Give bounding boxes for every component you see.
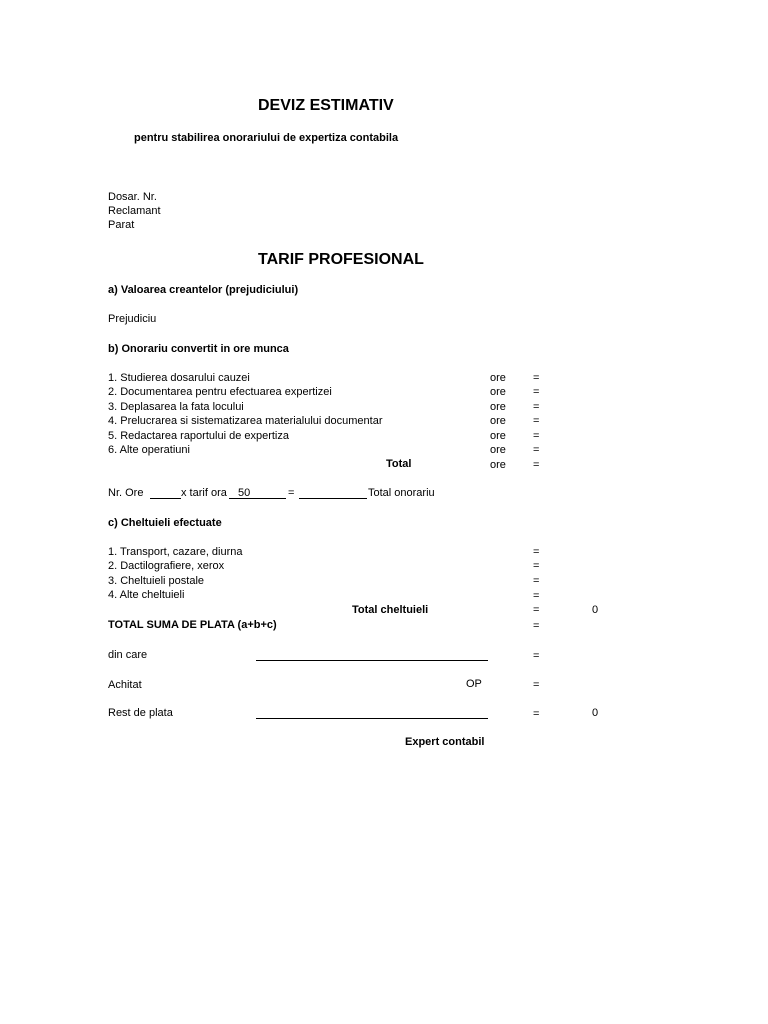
remaining-blank xyxy=(256,718,488,719)
hours-item-equals: = xyxy=(533,430,540,442)
hours-item-unit: ore xyxy=(490,372,506,384)
of-which-equals: = xyxy=(533,650,540,662)
hours-item-equals: = xyxy=(533,401,540,413)
defendant-label: Parat xyxy=(108,219,135,231)
claimant-label: Reclamant xyxy=(108,205,161,217)
hours-item-equals: = xyxy=(533,386,540,398)
remaining-label: Rest de plata xyxy=(108,707,173,719)
expenses-total-label: Total cheltuieli xyxy=(352,604,429,616)
hours-item-unit: ore xyxy=(490,415,506,427)
section-title: TARIF PROFESIONAL xyxy=(258,251,424,268)
expense-item-label: 3. Cheltuieli postale xyxy=(108,575,205,587)
hours-item-label: 3. Deplasarea la fata locului xyxy=(108,401,244,413)
expenses-total-equals: = xyxy=(533,604,540,616)
hours-item-label: 2. Documentarea pentru efectuarea expertizei xyxy=(108,386,332,398)
grand-total-equals: = xyxy=(533,620,540,632)
expenses-total-value: 0 xyxy=(592,604,599,616)
hours-item-unit: ore xyxy=(490,444,506,456)
remaining-equals: = xyxy=(533,708,540,720)
hours-total-label: Total xyxy=(386,458,412,470)
hours-item-label: 5. Redactarea raportului de expertiza xyxy=(108,430,289,442)
signature-label: Expert contabil xyxy=(405,736,485,748)
hours-item-unit: ore xyxy=(490,386,506,398)
expense-item-equals: = xyxy=(533,560,540,572)
expense-item-equals: = xyxy=(533,546,540,558)
of-which-label: din care xyxy=(108,649,148,661)
document-subtitle: pentru stabilirea onorariului de expertiza contabila xyxy=(134,132,399,144)
section-a-heading: a) Valoarea creantelor (prejudiciului) xyxy=(108,284,299,296)
expense-item-label: 2. Dactilografiere, xerox xyxy=(108,560,225,572)
hours-total-equals: = xyxy=(533,459,540,471)
formula-equals: = xyxy=(288,487,295,499)
grand-total-label: TOTAL SUMA DE PLATA (a+b+c) xyxy=(108,619,277,631)
expense-item-equals: = xyxy=(533,575,540,587)
formula-rate-value: 50 xyxy=(238,487,251,499)
hours-item-label: 6. Alte operatiuni xyxy=(108,444,190,456)
paid-label: Achitat xyxy=(108,679,142,691)
formula-hours-blank xyxy=(150,498,181,499)
section-b-heading: b) Onorariu convertit in ore munca xyxy=(108,343,289,355)
hours-item-unit: ore xyxy=(490,430,506,442)
hours-item-equals: = xyxy=(533,372,540,384)
expense-item-label: 1. Transport, cazare, diurna xyxy=(108,546,243,558)
document-title: DEVIZ ESTIMATIV xyxy=(258,97,394,114)
hours-item-unit: ore xyxy=(490,401,506,413)
case-number-label: Dosar. Nr. xyxy=(108,191,157,203)
hours-total-unit: ore xyxy=(490,459,506,471)
paid-equals: = xyxy=(533,679,540,691)
formula-total-label: Total onorariu xyxy=(368,487,435,499)
expense-item-label: 4. Alte cheltuieli xyxy=(108,589,185,601)
hours-item-label: 1. Studierea dosarului cauzei xyxy=(108,372,250,384)
remaining-value: 0 xyxy=(592,707,599,719)
hours-item-equals: = xyxy=(533,444,540,456)
formula-total-blank xyxy=(299,498,367,499)
formula-rate-label: x tarif ora xyxy=(181,487,227,499)
hours-item-equals: = xyxy=(533,415,540,427)
payment-order-label: OP xyxy=(466,678,482,690)
of-which-blank xyxy=(256,660,488,661)
prejudice-label: Prejudiciu xyxy=(108,313,157,325)
hours-item-label: 4. Prelucrarea si sistematizarea materialului documentar xyxy=(108,415,383,427)
expense-item-equals: = xyxy=(533,590,540,602)
section-c-heading: c) Cheltuieli efectuate xyxy=(108,517,222,529)
formula-hours-label: Nr. Ore xyxy=(108,487,144,499)
